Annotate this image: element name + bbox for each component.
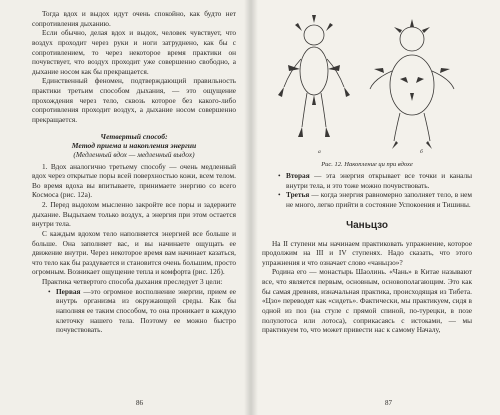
right-paragraph-2: Родина его — монастырь Шаолинь. «Чань» в Китае называют все, что является первым, основным, основополагающим. Это как бы самая древняя, изначальная практика, происходящая из Тибета. «Цзо» переводят как «сидеть». Фактически, мы практикуем, сидя в одной из поз (на стуле с прямой спиной, по-турецки, в позе полулотоса или лотоса), соприкасаясь с истоками, — мы практикуем то, что может привести нас к самому Началу,: [262, 267, 472, 335]
left-paragraph-2: Если обычно, делая вдох и выдох, человек чувствует, что воздух проходит через руки и ноги затруднено, как бы с сопротивлением, то через некоторое время практики он почувствует, что воздух проходит уже совершенно свободно, а дыхание носом как бы прекращается.: [32, 28, 236, 76]
bullet-mark: •: [278, 190, 281, 200]
numbered-item-2: 2. Перед выдохом мысленно закройте все поры и задержите дыхание. Выдыхаем только воздух, а энергия при этом остается внутри тела.: [32, 200, 236, 229]
bullet-first-term: Первая: [56, 286, 81, 296]
bullet-second-term: Вторая: [286, 171, 310, 180]
left-paragraph-3: Единственный феномен, подтверждающий правильность практики третьим способом дыхания, — это ощущение прохождения через тело, сквозь которое без какого-либо сопротивления проходит воздух, а дыхание носом совершенно прекращается.: [32, 76, 236, 124]
arrows-b: [374, 19, 450, 149]
method-title: Четвертый способ:: [100, 131, 168, 141]
bullet-third-text: — когда энергия равномерно заполняет тело, в нем не много, легко прийти в состояние Успокоения и Тишины.: [286, 190, 472, 209]
figure-caption: Рис. 12. Накопление ци при вдохе: [321, 161, 413, 168]
figure-illustration: [262, 9, 472, 159]
page-number-right: 87: [385, 399, 392, 407]
figure-b: [370, 27, 454, 141]
numbered-item-1: 1. Вдох аналогично третьему способу — очень медленный вдох через открытые поры всей поверхностью кожи, всем телом. Во время вдоха вы впитываете, принимаете энергию со всего Космоса (рис. 12a).: [32, 161, 236, 200]
figure-label-a: a: [318, 149, 321, 155]
figure-12: [262, 9, 472, 161]
section-heading: Чаньцзо: [346, 219, 388, 231]
bullet-third: [262, 190, 472, 209]
bullet-mark: •: [48, 286, 51, 296]
right-paragraph-1: На II ступени мы начинаем практиковать упражнение, которое продолжим на III и IV ступенях. Надо сказать, что этого упражнения и что означает слово «чаньцзо»?: [262, 238, 472, 267]
figure-label-b: б: [420, 149, 423, 155]
right-page: [250, 0, 500, 415]
method-subtitle: (Медленный вдох — медленный выдох): [73, 149, 195, 159]
bullet-first-text: —это огромное восполнение энергии, прием ее внутрь организма из окружающей среды. Как бы наполняя ее таким способом, то она проникает в каждую клеточку нашего тела. Поэтому ее можно быстро почувствовать.: [56, 286, 236, 335]
page-number-left: 86: [136, 399, 143, 407]
book-gutter: [244, 0, 258, 415]
bullet-second-text: — эта энергия открывает все точки и каналы внутри тела, и это тоже можно почувствовать.: [286, 171, 472, 190]
left-paragraph-1: Тогда вдох и выдох идут очень спокойно, как будто нет сопротивления дыханию.: [32, 9, 236, 28]
bullet-mark: •: [278, 171, 281, 180]
bullet-third-term: Третья: [286, 190, 310, 200]
method-name: Метод приема и накопления энергии: [71, 140, 197, 150]
left-paragraph-4: С каждым вдохом тело наполняется энергией все больше и больше. Она заполняет вас, и вы начинаете ощущать ее движение внутри. Через некоторое время вам начинает казаться, что тело как бы раздувается и становится очень большим, просто огромным. Возникает ощущение тепла и комфорта (рис. 12б).: [32, 228, 236, 277]
figure-a: [284, 25, 344, 127]
bullet-first: [32, 287, 236, 335]
left-paragraph-5: Практика четвертого способа дыхания преследует 3 цели:: [42, 277, 223, 286]
bullet-second: [262, 171, 472, 190]
